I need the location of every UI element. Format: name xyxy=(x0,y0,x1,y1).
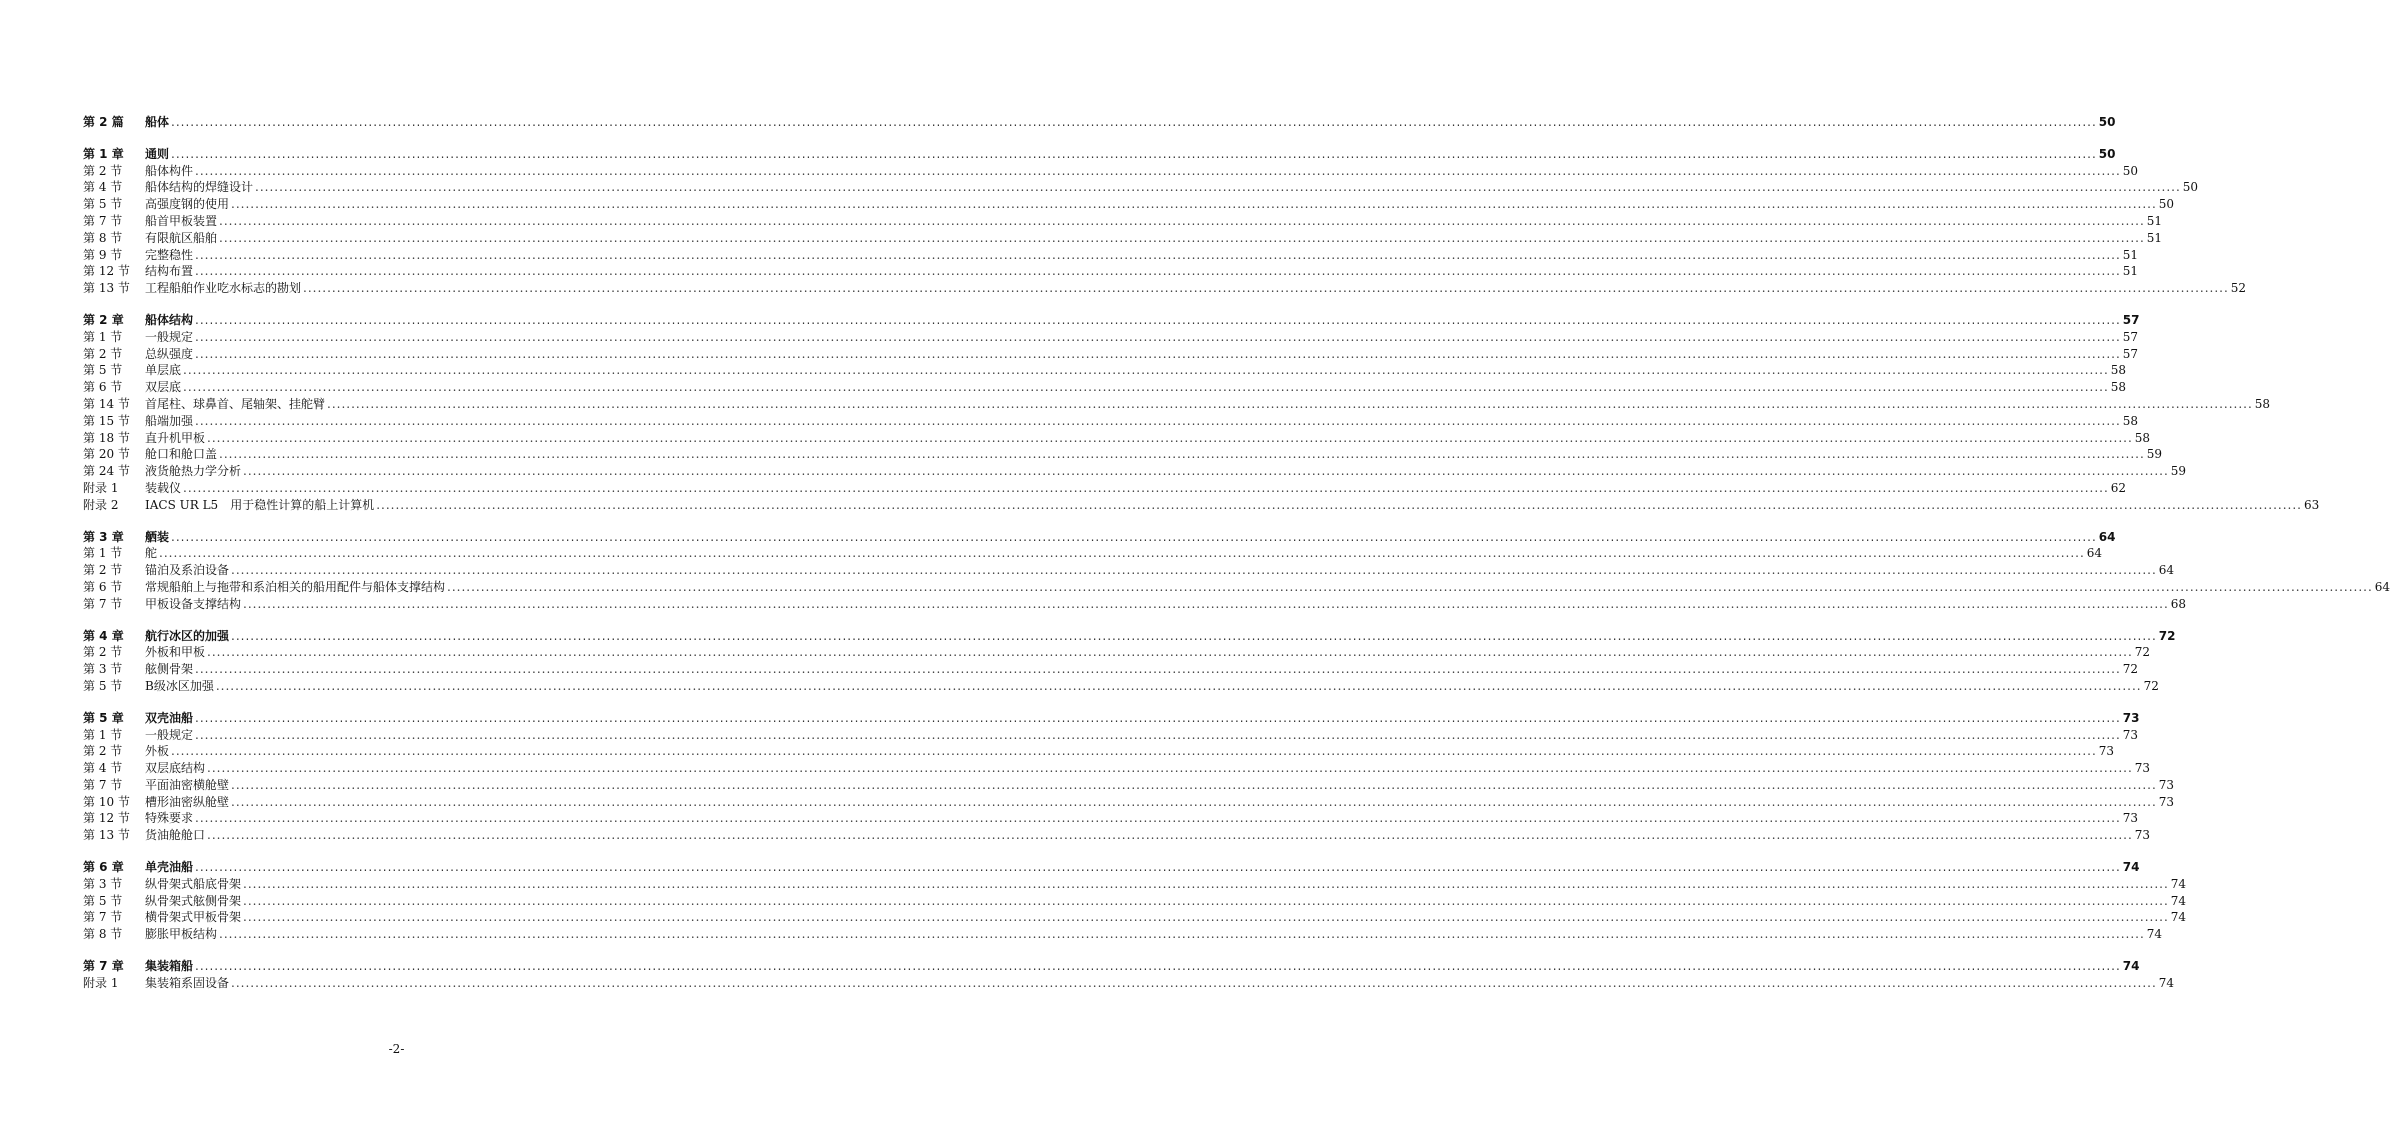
entry-page-number: 50 xyxy=(2182,180,2199,195)
entry-title: 结构布置 xyxy=(145,264,194,279)
dot-leader: ................................................................................................................................................................................................................................................................................................................................................................................................................ xyxy=(219,213,2145,228)
entry-page-number: 57 xyxy=(2122,329,2139,344)
entry-page-number: 52 xyxy=(2230,281,2247,296)
entry-number: 第 5 章 xyxy=(83,710,124,725)
entry-title: 船体构件 xyxy=(145,163,194,178)
entry-number: 第 8 节 xyxy=(83,927,123,942)
dot-leader: ................................................................................................................................................................................................................................................................................................................................................................................................................ xyxy=(195,312,2121,327)
toc-entry[interactable] xyxy=(83,230,2163,247)
toc-section xyxy=(83,146,2247,297)
entry-number: 第 10 节 xyxy=(83,794,130,809)
entry-page-number: 50 xyxy=(2122,163,2139,178)
entry-title: 装载仪 xyxy=(145,480,182,495)
toc-entry[interactable] xyxy=(83,463,2187,480)
entry-page-number: 64 xyxy=(2158,563,2175,578)
dot-leader: ................................................................................................................................................................................................................................................................................................................................................................................................................ xyxy=(207,645,2133,660)
entry-page-number: 57 xyxy=(2122,312,2140,327)
toc-section xyxy=(83,312,2320,514)
dot-leader: ................................................................................................................................................................................................................................................................................................................................................................................................................ xyxy=(243,876,2169,891)
entry-title: 膨胀甲板结构 xyxy=(145,927,218,942)
entry-page-number: 64 xyxy=(2086,546,2103,561)
toc-section xyxy=(83,958,2175,992)
entry-number: 第 1 章 xyxy=(83,146,124,161)
dot-leader: ................................................................................................................................................................................................................................................................................................................................................................................................................ xyxy=(447,579,2373,594)
entry-number: 第 7 节 xyxy=(83,777,123,792)
entry-number: 第 1 节 xyxy=(83,329,123,344)
entry-page-number: 72 xyxy=(2158,628,2176,643)
entry-page-number: 72 xyxy=(2134,645,2151,660)
toc-entry[interactable] xyxy=(83,179,2199,196)
toc-heading-entry[interactable] xyxy=(83,529,2116,546)
dot-leader: ................................................................................................................................................................................................................................................................................................................................................................................................................ xyxy=(171,115,2097,129)
toc-entry[interactable] xyxy=(83,893,2187,910)
section-gap xyxy=(83,613,707,628)
entry-page-number: 73 xyxy=(2134,761,2151,776)
toc-entry[interactable] xyxy=(83,562,2175,579)
toc-entry[interactable] xyxy=(83,379,2127,396)
entry-page-number: 73 xyxy=(2122,811,2139,826)
entry-number: 第 6 章 xyxy=(83,860,124,875)
toc-entry[interactable] xyxy=(83,794,2175,811)
dot-leader: ................................................................................................................................................................................................................................................................................................................................................................................................................ xyxy=(195,959,2121,974)
entry-title: 双壳油船 xyxy=(145,710,194,725)
toc-section xyxy=(83,628,2176,695)
dot-leader: ................................................................................................................................................................................................................................................................................................................................................................................................................ xyxy=(207,430,2133,445)
entry-title: 集装箱系固设备 xyxy=(145,975,230,990)
entry-number: 第 6 节 xyxy=(83,380,123,395)
entry-number: 第 13 节 xyxy=(83,828,130,843)
toc-entry[interactable] xyxy=(83,975,2175,992)
entry-number: 第 5 节 xyxy=(83,678,123,693)
entry-title: 通则 xyxy=(145,146,170,161)
dot-leader: ................................................................................................................................................................................................................................................................................................................................................................................................................ xyxy=(255,180,2181,195)
dot-leader: ................................................................................................................................................................................................................................................................................................................................................................................................................ xyxy=(195,264,2121,279)
entry-page-number: 74 xyxy=(2146,927,2163,942)
dot-leader: ................................................................................................................................................................................................................................................................................................................................................................................................................ xyxy=(195,163,2121,178)
dot-leader: ................................................................................................................................................................................................................................................................................................................................................................................................................ xyxy=(243,596,2169,611)
entry-title: 单壳油船 xyxy=(145,860,194,875)
toc-entry[interactable] xyxy=(83,263,2139,280)
dot-leader: ................................................................................................................................................................................................................................................................................................................................................................................................................ xyxy=(171,146,2097,161)
entry-number: 第 8 节 xyxy=(83,230,123,245)
toc-entry[interactable] xyxy=(83,777,2175,794)
entry-title: 甲板设备支撑结构 xyxy=(145,596,242,611)
entry-number: 第 5 节 xyxy=(83,893,123,908)
toc-heading-entry[interactable] xyxy=(83,859,2140,876)
entry-title: 船体 xyxy=(145,115,170,129)
entry-title: 一般规定 xyxy=(145,329,194,344)
entry-number: 第 12 节 xyxy=(83,264,130,279)
dot-leader: ................................................................................................................................................................................................................................................................................................................................................................................................................ xyxy=(219,927,2145,942)
dot-leader: ................................................................................................................................................................................................................................................................................................................................................................................................................ xyxy=(219,230,2145,245)
entry-title: 外板 xyxy=(145,744,170,759)
toc-section xyxy=(83,114,2116,131)
entry-number: 第 4 节 xyxy=(83,761,123,776)
entry-number: 第 14 节 xyxy=(83,396,130,411)
dot-leader: ................................................................................................................................................................................................................................................................................................................................................................................................................ xyxy=(327,396,2253,411)
toc-entry[interactable] xyxy=(83,810,2139,827)
entry-number: 第 9 节 xyxy=(83,247,123,262)
entry-title: 平面油密横舱壁 xyxy=(145,777,230,792)
dot-leader: ................................................................................................................................................................................................................................................................................................................................................................................................................ xyxy=(183,480,2109,495)
entry-number: 第 2 节 xyxy=(83,163,123,178)
entry-title: 总纵强度 xyxy=(145,346,194,361)
toc-heading-entry[interactable] xyxy=(83,710,2140,727)
dot-leader: ................................................................................................................................................................................................................................................................................................................................................................................................................ xyxy=(195,860,2121,875)
entry-page-number: 73 xyxy=(2158,777,2175,792)
entry-number: 第 24 节 xyxy=(83,464,130,479)
entry-page-number: 74 xyxy=(2170,893,2187,908)
toc-entry[interactable] xyxy=(83,909,2187,926)
entry-page-number: 74 xyxy=(2170,910,2187,925)
toc-entry[interactable] xyxy=(83,280,2247,297)
entry-page-number: 51 xyxy=(2146,230,2163,245)
dot-leader: ................................................................................................................................................................................................................................................................................................................................................................................................................ xyxy=(183,380,2109,395)
entry-page-number: 73 xyxy=(2122,710,2140,725)
toc-entry[interactable] xyxy=(83,596,2187,613)
entry-page-number: 72 xyxy=(2143,678,2159,693)
entry-title: 液货舱热力学分析 xyxy=(145,464,242,479)
dot-leader: ................................................................................................................................................................................................................................................................................................................................................................................................................ xyxy=(195,811,2121,826)
toc-entry[interactable] xyxy=(83,743,2115,760)
toc-heading-entry[interactable] xyxy=(83,958,2140,975)
entry-title: 特殊要求 xyxy=(145,811,194,826)
entry-title: 纵骨架式舷侧骨架 xyxy=(145,893,242,908)
dot-leader: ................................................................................................................................................................................................................................................................................................................................................................................................................ xyxy=(231,794,2157,809)
entry-number: 第 18 节 xyxy=(83,430,130,445)
toc-entry[interactable] xyxy=(83,876,2187,893)
section-gap xyxy=(83,943,707,958)
entry-title: 首尾柱、球鼻首、尾轴架、挂舵臂 xyxy=(145,396,326,411)
entry-title: 单层底 xyxy=(145,363,182,378)
toc-entry[interactable] xyxy=(83,827,2151,844)
toc-entry[interactable] xyxy=(83,163,2139,180)
toc-entry[interactable] xyxy=(83,727,2139,744)
entry-number: 第 13 节 xyxy=(83,281,130,296)
section-gap xyxy=(83,131,707,146)
dot-leader: ................................................................................................................................................................................................................................................................................................................................................................................................................ xyxy=(231,197,2157,212)
entry-title: 船体结构 xyxy=(145,312,194,327)
entry-number: 附录 1 xyxy=(83,480,119,495)
entry-title: 有限航区船舶 xyxy=(145,230,218,245)
entry-page-number: 73 xyxy=(2098,744,2115,759)
entry-title: 锚泊及系泊设备 xyxy=(145,563,230,578)
entry-page-number: 64 xyxy=(2098,529,2116,544)
entry-title: 集装箱船 xyxy=(145,959,194,974)
entry-number: 第 7 节 xyxy=(83,910,123,925)
toc-section xyxy=(83,710,2175,844)
toc-entry[interactable] xyxy=(83,446,2163,463)
dot-leader: ................................................................................................................................................................................................................................................................................................................................................................................................................ xyxy=(183,363,2109,378)
dot-leader: ................................................................................................................................................................................................................................................................................................................................................................................................................ xyxy=(171,744,2097,759)
entry-page-number: 58 xyxy=(2122,413,2139,428)
entry-number: 第 2 篇 xyxy=(83,115,124,129)
entry-title: 双层底 xyxy=(145,380,182,395)
entry-page-number: 50 xyxy=(2098,115,2116,129)
entry-number: 第 12 节 xyxy=(83,811,130,826)
dot-leader: ................................................................................................................................................................................................................................................................................................................................................................................................................ xyxy=(215,678,2142,693)
toc-entry[interactable] xyxy=(83,430,2151,447)
table-of-contents xyxy=(83,114,2390,992)
entry-number: 附录 1 xyxy=(83,975,119,990)
section-gap xyxy=(83,695,707,710)
dot-leader: ................................................................................................................................................................................................................................................................................................................................................................................................................ xyxy=(243,464,2169,479)
page-number: -2- xyxy=(388,1042,405,1056)
dot-leader: ................................................................................................................................................................................................................................................................................................................................................................................................................ xyxy=(231,628,2157,643)
dot-leader: ................................................................................................................................................................................................................................................................................................................................................................................................................ xyxy=(159,546,2085,561)
entry-title: 舱口和舱口盖 xyxy=(145,447,218,462)
dot-leader: ................................................................................................................................................................................................................................................................................................................................................................................................................ xyxy=(231,563,2157,578)
toc-entry[interactable] xyxy=(83,497,2320,514)
entry-title: 航行冰区的加强 xyxy=(145,628,230,643)
dot-leader: ................................................................................................................................................................................................................................................................................................................................................................................................................ xyxy=(243,893,2169,908)
entry-title: 纵骨架式船底骨架 xyxy=(145,876,242,891)
dot-leader: ................................................................................................................................................................................................................................................................................................................................................................................................................ xyxy=(195,329,2121,344)
entry-page-number: 72 xyxy=(2122,662,2139,677)
entry-number: 第 4 节 xyxy=(83,180,123,195)
entry-title: 舵 xyxy=(145,546,158,561)
toc-entry[interactable] xyxy=(83,545,2103,562)
dot-leader: ................................................................................................................................................................................................................................................................................................................................................................................................................ xyxy=(195,413,2121,428)
entry-title: 完整稳性 xyxy=(145,247,194,262)
entry-number: 第 3 节 xyxy=(83,662,123,677)
entry-number: 第 5 节 xyxy=(83,197,123,212)
dot-leader: ................................................................................................................................................................................................................................................................................................................................................................................................................ xyxy=(207,761,2133,776)
entry-page-number: 50 xyxy=(2158,197,2175,212)
toc-entry[interactable] xyxy=(83,760,2151,777)
dot-leader: ................................................................................................................................................................................................................................................................................................................................................................................................................ xyxy=(231,777,2157,792)
entry-title: 直升机甲板 xyxy=(145,430,206,445)
section-gap xyxy=(83,514,707,529)
entry-title: 高强度钢的使用 xyxy=(145,197,230,212)
entry-page-number: 74 xyxy=(2122,959,2140,974)
entry-page-number: 58 xyxy=(2110,380,2127,395)
toc-entry[interactable] xyxy=(83,413,2139,430)
section-gap xyxy=(83,844,707,859)
toc-entry[interactable] xyxy=(83,661,2139,678)
toc-entry[interactable] xyxy=(83,329,2139,346)
entry-page-number: 73 xyxy=(2122,727,2139,742)
entry-page-number: 73 xyxy=(2158,794,2175,809)
entry-title: 外板和甲板 xyxy=(145,645,206,660)
entry-page-number: 74 xyxy=(2170,876,2187,891)
entry-title: 舷侧骨架 xyxy=(145,662,194,677)
dot-leader: ................................................................................................................................................................................................................................................................................................................................................................................................................ xyxy=(195,247,2121,262)
entry-title: IACS UR L5 用于稳性计算的船上计算机 xyxy=(145,497,375,512)
entry-page-number: 74 xyxy=(2122,860,2140,875)
entry-page-number: 51 xyxy=(2146,213,2163,228)
dot-leader: ................................................................................................................................................................................................................................................................................................................................................................................................................ xyxy=(195,346,2121,361)
toc-entry[interactable] xyxy=(83,362,2127,379)
entry-page-number: 68 xyxy=(2170,596,2187,611)
entry-number: 第 20 节 xyxy=(83,447,130,462)
entry-number: 第 7 节 xyxy=(83,596,123,611)
entry-number: 第 15 节 xyxy=(83,413,130,428)
toc-heading-entry[interactable] xyxy=(83,146,2116,163)
entry-title: 横骨架式甲板骨架 xyxy=(145,910,242,925)
toc-heading-entry[interactable] xyxy=(83,312,2140,329)
toc-section xyxy=(83,859,2187,943)
dot-leader: ................................................................................................................................................................................................................................................................................................................................................................................................................ xyxy=(231,975,2157,990)
entry-number: 第 3 章 xyxy=(83,529,124,544)
toc-heading-entry[interactable] xyxy=(83,628,2176,645)
entry-number: 第 5 节 xyxy=(83,363,123,378)
entry-number: 第 3 节 xyxy=(83,876,123,891)
dot-leader: ................................................................................................................................................................................................................................................................................................................................................................................................................ xyxy=(219,447,2145,462)
toc-heading-entry[interactable] xyxy=(83,114,2116,131)
toc-entry[interactable] xyxy=(83,480,2127,497)
entry-title: 常规船舶上与拖带和系泊相关的船用配件与船体支撑结构 xyxy=(145,579,446,594)
toc-entry[interactable] xyxy=(83,196,2175,213)
entry-page-number: 74 xyxy=(2158,975,2175,990)
entry-page-number: 59 xyxy=(2170,464,2187,479)
entry-title: 货油舱舱口 xyxy=(145,828,206,843)
dot-leader: ................................................................................................................................................................................................................................................................................................................................................................................................................ xyxy=(243,910,2169,925)
toc-entry[interactable] xyxy=(83,247,2139,264)
entry-title: 槽形油密纵舱壁 xyxy=(145,794,230,809)
entry-page-number: 58 xyxy=(2254,396,2271,411)
entry-number: 第 2 节 xyxy=(83,645,123,660)
entry-number: 附录 2 xyxy=(83,497,119,512)
toc-entry[interactable] xyxy=(83,579,2390,596)
entry-page-number: 57 xyxy=(2122,346,2139,361)
entry-number: 第 7 节 xyxy=(83,213,123,228)
toc-entry[interactable] xyxy=(83,213,2163,230)
entry-number: 第 1 节 xyxy=(83,727,123,742)
dot-leader: ................................................................................................................................................................................................................................................................................................................................................................................................................ xyxy=(376,497,2302,512)
entry-title: 船首甲板装置 xyxy=(145,213,218,228)
entry-number: 第 2 节 xyxy=(83,563,123,578)
toc-entry[interactable] xyxy=(83,644,2151,661)
entry-page-number: 51 xyxy=(2122,247,2139,262)
entry-page-number: 62 xyxy=(2110,480,2127,495)
entry-number: 第 7 章 xyxy=(83,959,124,974)
entry-page-number: 59 xyxy=(2146,447,2163,462)
dot-leader: ................................................................................................................................................................................................................................................................................................................................................................................................................ xyxy=(195,710,2121,725)
entry-page-number: 51 xyxy=(2122,264,2139,279)
entry-number: 第 2 章 xyxy=(83,312,124,327)
entry-title: 一般规定 xyxy=(145,727,194,742)
entry-number: 第 2 节 xyxy=(83,346,123,361)
entry-number: 第 4 章 xyxy=(83,628,124,643)
toc-section xyxy=(83,529,2390,613)
dot-leader: ................................................................................................................................................................................................................................................................................................................................................................................................................ xyxy=(195,662,2121,677)
entry-title: 船端加强 xyxy=(145,413,194,428)
entry-number: 第 2 节 xyxy=(83,744,123,759)
entry-page-number: 64 xyxy=(2374,579,2390,594)
entry-title: 舾装 xyxy=(145,529,170,544)
entry-page-number: 50 xyxy=(2098,146,2116,161)
dot-leader: ................................................................................................................................................................................................................................................................................................................................................................................................................ xyxy=(303,281,2229,296)
entry-number: 第 6 节 xyxy=(83,579,123,594)
toc-entry[interactable] xyxy=(83,678,2159,695)
entry-title: 工程船舶作业吃水标志的勘划 xyxy=(145,281,302,296)
entry-page-number: 63 xyxy=(2303,497,2320,512)
toc-entry[interactable] xyxy=(83,926,2163,943)
entry-number: 第 1 节 xyxy=(83,546,123,561)
toc-entry[interactable] xyxy=(83,396,2271,413)
toc-entry[interactable] xyxy=(83,346,2139,363)
entry-page-number: 73 xyxy=(2134,828,2151,843)
dot-leader: ................................................................................................................................................................................................................................................................................................................................................................................................................ xyxy=(171,529,2097,544)
dot-leader: ................................................................................................................................................................................................................................................................................................................................................................................................................ xyxy=(207,828,2133,843)
entry-title: 双层底结构 xyxy=(145,761,206,776)
section-gap xyxy=(83,297,707,312)
entry-title: B级冰区加强 xyxy=(145,678,214,693)
dot-leader: ................................................................................................................................................................................................................................................................................................................................................................................................................ xyxy=(195,727,2121,742)
entry-page-number: 58 xyxy=(2110,363,2127,378)
entry-page-number: 58 xyxy=(2134,430,2151,445)
entry-title: 船体结构的焊缝设计 xyxy=(145,180,254,195)
